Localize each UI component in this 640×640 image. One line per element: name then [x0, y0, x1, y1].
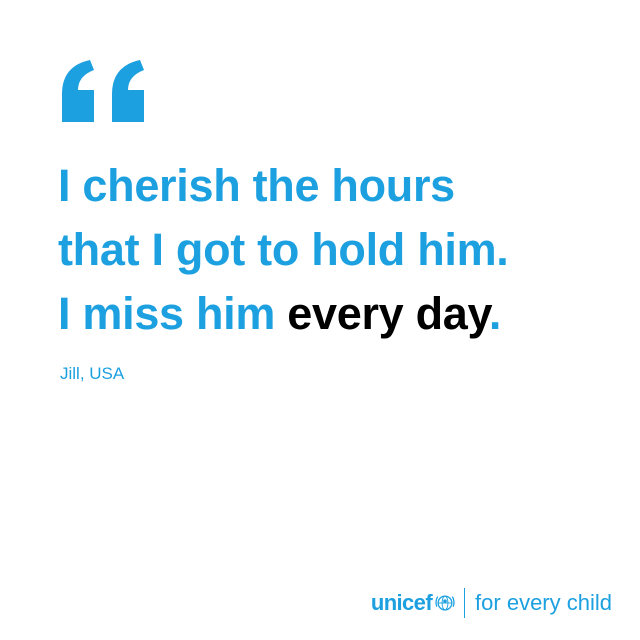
quote-text: [58, 154, 509, 346]
unicef-globe-icon: [434, 592, 456, 614]
unicef-logo-text: unicef: [370, 590, 433, 615]
quote-emphasis: every day: [287, 288, 489, 339]
quote-line-3: [58, 282, 509, 346]
footer-divider: [464, 588, 465, 618]
attribution: Jill, USA: [60, 364, 125, 383]
brand-footer: [371, 588, 612, 618]
quote-line-3-text: I miss him: [58, 288, 288, 339]
quote-line-2: that I got to hold him.: [58, 224, 509, 275]
tagline: for every child: [475, 590, 612, 615]
opening-quote-icon: [60, 58, 150, 124]
quote-line-1: I cherish the hours: [58, 160, 455, 211]
quote-end-punctuation: .: [488, 288, 502, 339]
